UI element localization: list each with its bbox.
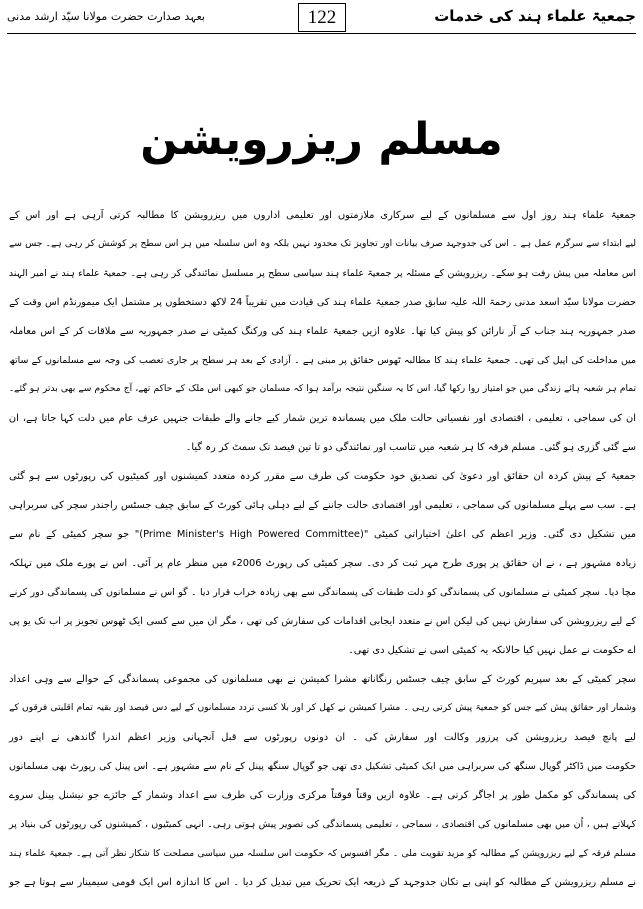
body-text [7, 201, 636, 897]
text-line: حکومت میں ڈاکٹر گوپال سنگھ کی سربراہی میں ایک کمیٹی تشکیل دی تھی جو گوپال سنگھ پینل کے نام سے مشہور ہے۔ اس پینل کی رپورٹ بھی مسلمانوں [8, 761, 636, 772]
text-line: جمعیۃ علماء ہند روز اول سے مسلمانوں کے لیے سرکاری ملازمتوں اور تعلیمی اداروں میں ریزرویشن کا مطالبہ کرتی آرہی ہے اور اس کے [9, 210, 636, 221]
text-line: اس معاملہ میں پیش رفت ہو سکے۔ ریزرویشن کے مسئلہ پر جمعیۃ علماء ہند سیاسی سطح پر مسلسل نمائندگی کر رہی ہے۔ جمعیۃ علماء ہند نے امیر الہند [8, 268, 636, 279]
chapter-title: مسلم ریزرویشن [140, 114, 503, 165]
text-line: میں تشکیل دی گئی۔ وزیر اعظم کی اعلیٰ اختیاراتی کمیٹی "(Prime Minister's High Powered Committee)" جو سچر کمیٹی کے نام سے [8, 529, 636, 540]
text-line: اے حکومت نے عمل نہیں کیا حالانکہ یہ کمیٹی اسی نے تشکیل دی تھی۔ [348, 645, 636, 656]
text-line: سچر کمیٹی کے بعد سپریم کورٹ کے سابق چیف جسٹس رنگاناتھ مشرا کمیشن نے بھی مسلمانوں کی مجموعی پسماندگی کے حوالے سے وہی اعداد [9, 674, 636, 685]
text-line: نے مسلم ریزرویشن کے مطالبہ کو اپنی بے تکان جدوجہد کے ذریعہ ایک تحریک میں تبدیل کر دیا ۔ اس کا اندازہ اس ایک قومی سیمینار سے ہوتا ہے جو [9, 877, 636, 888]
header-tenure-text: بعہد صدارت حضرت مولانا سیّد ارشد مدنی [7, 10, 205, 23]
text-line: کہلاتے ہیں ، اُن میں بھی مسلمانوں کی اقتصادی ، سماجی ، تعلیمی پسماندگی کی تصویر پیش ہوتی رہی۔ انہی کمیٹیوں ، کمیشنوں کی رپورٹوں کی بنیاد پر [9, 819, 636, 830]
text-line: لیے پانچ فیصد ریزرویشن کی پرزور وکالت اور سفارش کی ۔ ان دونوں رپورٹوں سے قبل آنجہانی وزیر اعظم اندرا گاندھی نے اپنے دور [8, 732, 636, 743]
page-number: 122 [298, 3, 346, 32]
running-header [7, 3, 636, 33]
text-line: تمام ہر شعبہ ہائے زندگی میں جو امتیاز روا رکھا گیا، اس کا یہ سنگین نتیجہ برآمد ہوا کہ مسلمان جو کبھی اس ملک کے حاکم تھے، آج محکوم سے بھی بدتر ہو گئے۔ [8, 384, 636, 394]
text-line: مسلم فرقہ کے لیے ریزرویشن کے مطالبہ کو مزید تقویت ملی ۔ مگر افسوس کہ حکومت اس سلسلہ میں سیاسی مصلحت کا شکار نظر آتی ہے۔ جمعیۃ علماء ہند [8, 848, 636, 859]
text-line: لیے ابتداء سے سرگرم عمل ہے ۔ اس کی جدوجہد صرف بیانات اور تجاویز تک محدود نہیں بلکہ وہ اس سلسلہ میں ہر اس سطح پر کوشش کر رہی ہے۔ جس سے [8, 239, 636, 249]
paragraph [7, 201, 636, 462]
text-line: میں مداخلت کی اپیل کی تھی۔ جمعیۃ علماء ہند کا مطالبہ ٹھوس حقائق پر مبنی ہے ۔ آزادی کے بعد ہر سطح پر جاری تعصب کی وجہ سے مسلمانوں کے ساتھ [9, 355, 636, 366]
text-line: ہے۔ سب سے پہلے مسلمانوں کی سماجی ، تعلیمی اور اقتصادی حالت جاننے کے لیے دہلی ہائی کورٹ کے سابق چیف جسٹس راجندر سچر کی سربراہی [8, 500, 636, 511]
text-line: حضرت مولانا سیّد اسعد مدنی رحمۃ اللہ علیہ سابق صدر جمعیۃ علماء ہند کی قیادت میں تقریباً 24 لاکھ دستخطوں پر مشتمل ایک میمورنڈم اس وقت کے [9, 297, 636, 308]
text-line: صدر جمہوریہ ہند جناب کے آر نارائن کو پیش کیا تھا۔ علاوہ ازیں جمعیۃ علماء ہند کی ورکنگ کمیٹی نے صدر جمہوریہ سے ملاقات کر کے اس معاملہ [8, 326, 636, 337]
text-line: کی پسماندگی کو مکمل طور پر اجاگر کرتی ہے۔ علاوہ ازیں وقتاً فوقتاً مرکزی وزارت کی طرف سے اعداد وشمار کے جائزے جو نیشنل پینل سروے [9, 790, 636, 801]
header-divider [7, 33, 636, 34]
text-line: ان کی سماجی ، تعلیمی ، اقتصادی اور نفسیاتی حالت ملک میں پسماندہ ترین شمار کیے جانے والے طبقات جنہیں عرف عام میں دلت کہا جاتا ہے، ان [8, 413, 636, 424]
paragraph [7, 665, 636, 897]
text-line: جمعیۃ کے پیش کردہ ان حقائق اور دعویٰ کی تصدیق خود حکومت کی طرف سے مقرر کردہ متعدد کمیشنوں اور کمیٹیوں کی رپورٹوں سے ہو گئی [8, 471, 636, 482]
text-line: زیادہ مشہور ہے ، نے ان حقائق پر پوری طرح مہر ثبت کر دی۔ سچر کمیٹی کی رپورٹ 2006ء میں منظر عام پر آئی۔ اس نے پورے ملک میں تہلکہ [8, 558, 636, 569]
text-line: مچا دیا۔ سچر کمیٹی نے مسلمانوں کی پسماندگی کو دلت طبقات کی پسماندگی سے بھی زیادہ خراب قرار دیا ۔ گو اس نے مسلمانوں کی پسماندگی دور کرنے [9, 587, 636, 598]
book-title: جمعیۃ علماء ہند کی خدمات [434, 7, 636, 25]
paragraph [7, 462, 636, 665]
text-line: کے لیے ریزرویشن کی سفارش نہیں کی لیکن اس نے متعدد ایجابی اقدامات کی سفارش کی تھی ، مگر ان میں سے کسی ایک ٹھوس تجویز پر اب تک یو پی [8, 616, 636, 627]
text-line: سے گئی گزری ہو گئی۔ مسلم فرقہ کا ہر شعبہ میں تناسب اور نمائندگی دو تا تین فیصد تک سمٹ کر رہ گیا۔ [185, 442, 636, 453]
text-line: وشمار اور حقائق پیش کیے جس کو جمعیۃ پیش کرتی رہی ۔ مشرا کمیشن نے کھل کر اور بلا کسی تردد مسلمانوں کے لیے دس فیصد اور بقیہ تمام اقلیتی فرقوں کے [9, 703, 636, 713]
